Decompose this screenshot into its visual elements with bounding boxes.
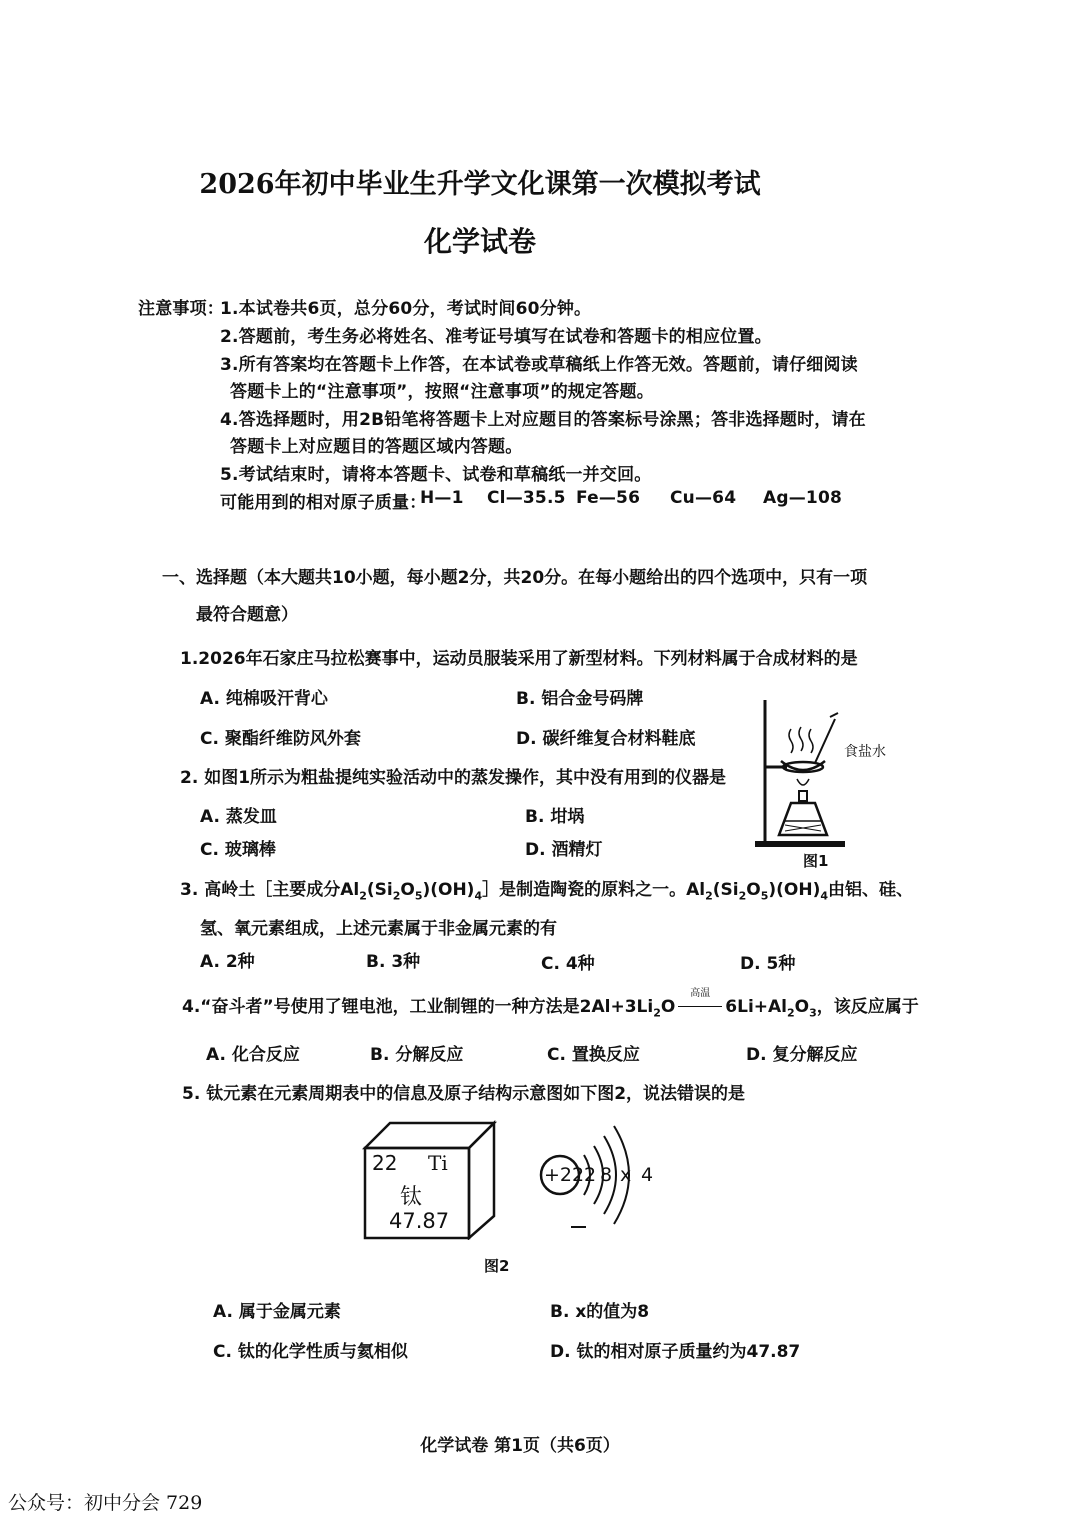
shell-3: x [620, 1164, 632, 1186]
note-item-3-cont: 答题卡上的“注意事项”，按照“注意事项”的规定答题。 [230, 382, 654, 402]
shell-4: 4 [641, 1164, 654, 1186]
element-mass: 47.87 [389, 1209, 450, 1233]
q2-stem: 2. 如图1所示为粗盐提纯实验活动中的蒸发操作，其中没有用到的仪器是 [180, 768, 727, 788]
atomic-mass-ag: Ag—108 [763, 488, 843, 508]
q3-stem: 3. 高岭土［主要成分$Al_2(Si_2O_5)(OH)_4]$是制造陶瓷的原料之一。$Al_2(Si_2O_5)(OH)_4$由铝、硅、 [180, 880, 914, 903]
q2-option-a: A. 蒸发皿 [200, 807, 277, 827]
q1-option-a: A. 纯棉吸汗背心 [200, 689, 328, 709]
q5-stem: 5. 钛元素在元素周期表中的信息及原子结构示意图如下图2，说法错误的是 [182, 1084, 746, 1104]
q5-option-c: C. 钛的化学性质与氦相似 [213, 1342, 408, 1362]
section-heading-cont: 最符合题意） [196, 605, 298, 625]
atomic-mass-label: 可能用到的相对原子质量： [220, 493, 427, 513]
q4-option-a: A. 化合反应 [206, 1045, 300, 1065]
q4-option-c: C. 置换反应 [547, 1045, 640, 1065]
q2-option-d: D. 酒精灯 [525, 840, 603, 860]
q3-option-d: D. 5种 [740, 954, 796, 974]
q5-option-a: A. 属于金属元素 [213, 1302, 341, 1322]
exam-subtitle: 化学试卷 [423, 225, 536, 258]
q2-option-c: C. 玻璃棒 [200, 840, 276, 860]
q3-option-a: A. 2种 [200, 952, 255, 972]
section-heading: 一、选择题（本大题共10小题，每小题2分，共20分。在每小题给出的四个选项中，只有一项 [162, 568, 868, 588]
note-item-1: 1.本试卷共6页，总分60分，考试时间60分钟。 [220, 299, 592, 319]
fig1-label: 图1 [803, 852, 829, 870]
q4-option-b: B. 分解反应 [370, 1045, 464, 1065]
atomic-mass-h: H—1 [420, 488, 464, 508]
notes-label: 注意事项： [138, 299, 224, 319]
shell-1: 2 [584, 1164, 597, 1186]
q1-option-b: B. 铝合金号码牌 [516, 689, 644, 709]
fig2-label: 图2 [484, 1257, 510, 1275]
fig1-note-saltwater: 食盐水 [844, 744, 886, 760]
q3-stem-cont: 氢、氧元素组成，上述元素属于非金属元素的有 [200, 919, 557, 939]
element-atomic-number: 22 [372, 1151, 398, 1175]
q4-stem: 4.“奋斗者”号使用了锂电池，工业制锂的一种方法是$2Al+3Li_2O$ 高温 $6Li+Al_2O_3$，该反应属于 [182, 988, 919, 1020]
q4-option-d: D. 复分解反应 [746, 1045, 858, 1065]
note-item-4-cont: 答题卡上对应题目的答题区域内答题。 [230, 437, 523, 457]
exam-title: 2026年初中毕业生升学文化课第一次模拟考试 [199, 169, 761, 200]
atomic-mass-fe: Fe—56 [576, 488, 641, 508]
watermark-text: 公众号：初中分会 729 [8, 1492, 203, 1514]
q5-option-d: D. 钛的相对原子质量约为47.87 [550, 1342, 801, 1362]
q1-stem: 1.2026年石家庄马拉松赛事中，运动员服装采用了新型材料。下列材料属于合成材料的是 [180, 649, 858, 669]
element-symbol: Ti [428, 1151, 448, 1175]
q3-option-b: B. 3种 [366, 952, 421, 972]
atomic-mass-cu: Cu—64 [670, 488, 737, 508]
q3-option-c: C. 4种 [541, 954, 595, 974]
note-item-4: 4.答选择题时，用2B铅笔将答题卡上对应题目的答案标号涂黑；答非选择题时，请在 [220, 410, 866, 430]
atomic-mass-cl: Cl—35.5 [487, 488, 566, 508]
evaporation-apparatus-figure [735, 695, 895, 855]
q5-option-b: B. x的值为8 [550, 1302, 650, 1322]
note-item-3: 3.所有答案均在答题卡上作答，在本试卷或草稿纸上作答无效。答题前，请仔细阅读 [220, 355, 858, 375]
nucleus-charge: +22 [544, 1164, 585, 1186]
note-item-5: 5.考试结束时，请将本答题卡、试卷和草稿纸一并交回。 [220, 465, 652, 485]
q1-option-c: C. 聚酯纤维防风外套 [200, 729, 361, 749]
note-item-2: 2.答题前，考生务必将姓名、准考证号填写在试卷和答题卡的相应位置。 [220, 327, 772, 347]
shell-2: 8 [600, 1164, 613, 1186]
q1-option-d: D. 碳纤维复合材料鞋底 [516, 729, 696, 749]
q2-option-b: B. 坩埚 [525, 807, 585, 827]
element-name: 钛 [400, 1185, 423, 1210]
page-footer: 化学试卷 第1页（共6页） [420, 1436, 620, 1456]
